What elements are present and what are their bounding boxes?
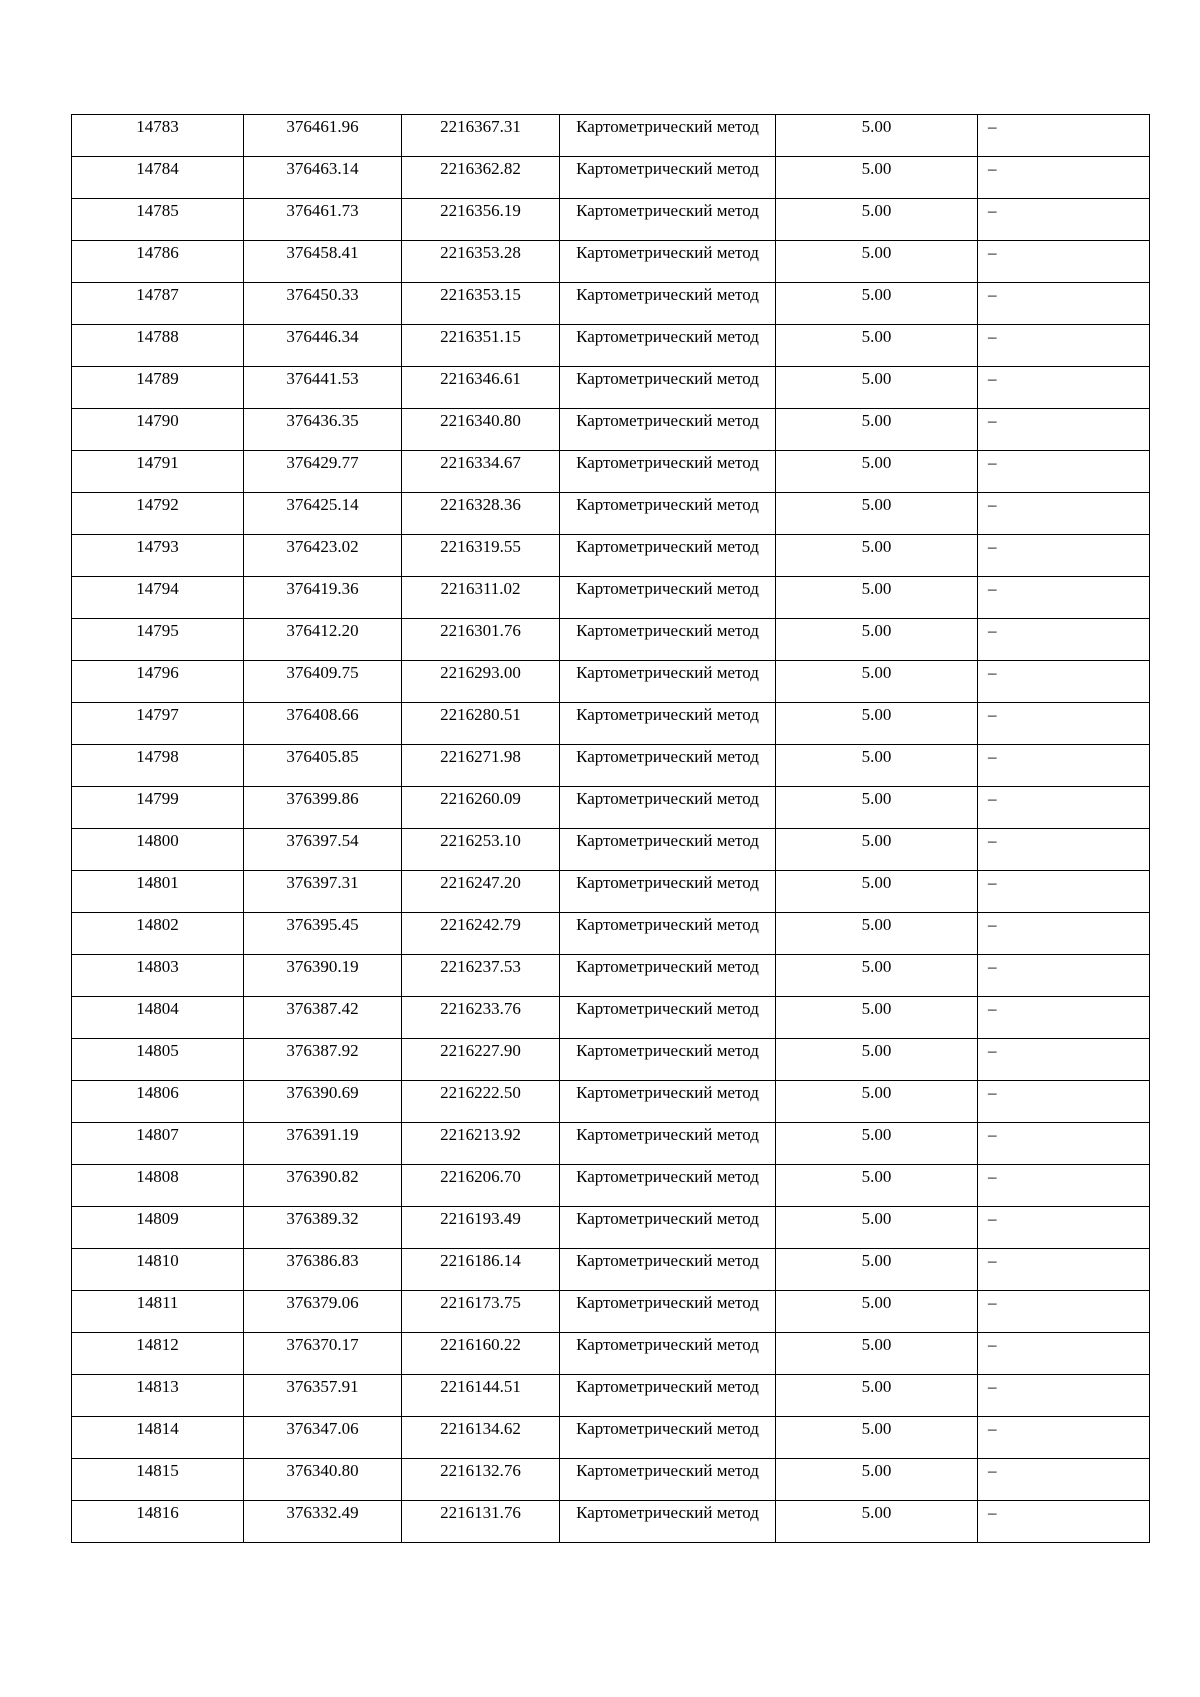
note-cell: – <box>978 1165 1150 1207</box>
table-row <box>72 955 1150 997</box>
precision-cell: 5.00 <box>776 1207 978 1249</box>
coordinate-x-cell: 376386.83 <box>244 1249 402 1291</box>
precision-cell: 5.00 <box>776 661 978 703</box>
note-cell: – <box>978 829 1150 871</box>
method-cell: Картометрический метод <box>560 199 776 241</box>
point-number-cell: 14814 <box>72 1417 244 1459</box>
point-number-cell: 14806 <box>72 1081 244 1123</box>
point-number-cell: 14811 <box>72 1291 244 1333</box>
precision-cell: 5.00 <box>776 787 978 829</box>
table-row <box>72 451 1150 493</box>
precision-cell: 5.00 <box>776 535 978 577</box>
note-cell: – <box>978 1291 1150 1333</box>
note-cell: – <box>978 493 1150 535</box>
coordinate-x-cell: 376463.14 <box>244 157 402 199</box>
precision-cell: 5.00 <box>776 1459 978 1501</box>
method-cell: Картометрический метод <box>560 241 776 283</box>
coordinate-x-cell: 376387.92 <box>244 1039 402 1081</box>
table-row <box>72 1123 1150 1165</box>
method-cell: Картометрический метод <box>560 1375 776 1417</box>
coordinate-x-cell: 376436.35 <box>244 409 402 451</box>
coordinate-x-cell: 376405.85 <box>244 745 402 787</box>
point-number-cell: 14813 <box>72 1375 244 1417</box>
table-row <box>72 115 1150 157</box>
note-cell: – <box>978 199 1150 241</box>
coordinate-x-cell: 376399.86 <box>244 787 402 829</box>
note-cell: – <box>978 703 1150 745</box>
coordinate-y-cell: 2216301.76 <box>402 619 560 661</box>
point-number-cell: 14789 <box>72 367 244 409</box>
table-row <box>72 913 1150 955</box>
table-row <box>72 619 1150 661</box>
precision-cell: 5.00 <box>776 1417 978 1459</box>
coordinate-x-cell: 376379.06 <box>244 1291 402 1333</box>
coordinate-y-cell: 2216319.55 <box>402 535 560 577</box>
coordinate-y-cell: 2216353.28 <box>402 241 560 283</box>
method-cell: Картометрический метод <box>560 577 776 619</box>
precision-cell: 5.00 <box>776 829 978 871</box>
method-cell: Картометрический метод <box>560 619 776 661</box>
table-row <box>72 157 1150 199</box>
precision-cell: 5.00 <box>776 325 978 367</box>
table-row <box>72 1081 1150 1123</box>
point-number-cell: 14790 <box>72 409 244 451</box>
coordinate-x-cell: 376397.54 <box>244 829 402 871</box>
precision-cell: 5.00 <box>776 997 978 1039</box>
method-cell: Картометрический метод <box>560 871 776 913</box>
point-number-cell: 14804 <box>72 997 244 1039</box>
coordinate-x-cell: 376419.36 <box>244 577 402 619</box>
coordinate-x-cell: 376441.53 <box>244 367 402 409</box>
method-cell: Картометрический метод <box>560 1081 776 1123</box>
precision-cell: 5.00 <box>776 283 978 325</box>
coordinate-x-cell: 376423.02 <box>244 535 402 577</box>
note-cell: – <box>978 871 1150 913</box>
table-row <box>72 997 1150 1039</box>
note-cell: – <box>978 1123 1150 1165</box>
note-cell: – <box>978 367 1150 409</box>
point-number-cell: 14794 <box>72 577 244 619</box>
coordinate-y-cell: 2216132.76 <box>402 1459 560 1501</box>
note-cell: – <box>978 1081 1150 1123</box>
note-cell: – <box>978 241 1150 283</box>
coordinate-x-cell: 376390.69 <box>244 1081 402 1123</box>
coordinate-y-cell: 2216353.15 <box>402 283 560 325</box>
note-cell: – <box>978 913 1150 955</box>
note-cell: – <box>978 283 1150 325</box>
coordinate-y-cell: 2216346.61 <box>402 367 560 409</box>
coordinate-y-cell: 2216356.19 <box>402 199 560 241</box>
precision-cell: 5.00 <box>776 913 978 955</box>
table-row <box>72 199 1150 241</box>
coordinate-x-cell: 376429.77 <box>244 451 402 493</box>
method-cell: Картометрический метод <box>560 409 776 451</box>
coordinate-x-cell: 376340.80 <box>244 1459 402 1501</box>
point-number-cell: 14812 <box>72 1333 244 1375</box>
coordinate-y-cell: 2216173.75 <box>402 1291 560 1333</box>
note-cell: – <box>978 955 1150 997</box>
method-cell: Картометрический метод <box>560 1417 776 1459</box>
coordinate-y-cell: 2216237.53 <box>402 955 560 997</box>
precision-cell: 5.00 <box>776 1039 978 1081</box>
note-cell: – <box>978 1375 1150 1417</box>
coordinate-y-cell: 2216328.36 <box>402 493 560 535</box>
method-cell: Картометрический метод <box>560 1165 776 1207</box>
coordinate-y-cell: 2216367.31 <box>402 115 560 157</box>
method-cell: Картометрический метод <box>560 115 776 157</box>
coordinate-x-cell: 376370.17 <box>244 1333 402 1375</box>
table-row <box>72 1291 1150 1333</box>
note-cell: – <box>978 325 1150 367</box>
precision-cell: 5.00 <box>776 199 978 241</box>
method-cell: Картометрический метод <box>560 1207 776 1249</box>
point-number-cell: 14785 <box>72 199 244 241</box>
method-cell: Картометрический метод <box>560 283 776 325</box>
table-row <box>72 1207 1150 1249</box>
point-number-cell: 14796 <box>72 661 244 703</box>
point-number-cell: 14792 <box>72 493 244 535</box>
table-row <box>72 241 1150 283</box>
coordinates-table <box>71 114 1150 1543</box>
precision-cell: 5.00 <box>776 241 978 283</box>
note-cell: – <box>978 577 1150 619</box>
precision-cell: 5.00 <box>776 1249 978 1291</box>
method-cell: Картометрический метод <box>560 829 776 871</box>
coordinate-y-cell: 2216340.80 <box>402 409 560 451</box>
coordinate-y-cell: 2216227.90 <box>402 1039 560 1081</box>
point-number-cell: 14816 <box>72 1501 244 1543</box>
coordinate-x-cell: 376395.45 <box>244 913 402 955</box>
coordinate-y-cell: 2216222.50 <box>402 1081 560 1123</box>
point-number-cell: 14807 <box>72 1123 244 1165</box>
coordinate-y-cell: 2216193.49 <box>402 1207 560 1249</box>
note-cell: – <box>978 1501 1150 1543</box>
point-number-cell: 14798 <box>72 745 244 787</box>
table-row <box>72 871 1150 913</box>
coordinate-x-cell: 376412.20 <box>244 619 402 661</box>
precision-cell: 5.00 <box>776 451 978 493</box>
method-cell: Картометрический метод <box>560 325 776 367</box>
table-row <box>72 409 1150 451</box>
precision-cell: 5.00 <box>776 1501 978 1543</box>
point-number-cell: 14803 <box>72 955 244 997</box>
point-number-cell: 14799 <box>72 787 244 829</box>
coordinate-y-cell: 2216134.62 <box>402 1417 560 1459</box>
method-cell: Картометрический метод <box>560 997 776 1039</box>
method-cell: Картометрический метод <box>560 1249 776 1291</box>
table-row <box>72 1375 1150 1417</box>
method-cell: Картометрический метод <box>560 493 776 535</box>
coordinate-y-cell: 2216213.92 <box>402 1123 560 1165</box>
method-cell: Картометрический метод <box>560 703 776 745</box>
note-cell: – <box>978 745 1150 787</box>
precision-cell: 5.00 <box>776 1165 978 1207</box>
method-cell: Картометрический метод <box>560 1501 776 1543</box>
point-number-cell: 14801 <box>72 871 244 913</box>
table-row <box>72 661 1150 703</box>
method-cell: Картометрический метод <box>560 1291 776 1333</box>
precision-cell: 5.00 <box>776 1123 978 1165</box>
note-cell: – <box>978 535 1150 577</box>
note-cell: – <box>978 661 1150 703</box>
precision-cell: 5.00 <box>776 703 978 745</box>
note-cell: – <box>978 1459 1150 1501</box>
point-number-cell: 14802 <box>72 913 244 955</box>
point-number-cell: 14784 <box>72 157 244 199</box>
coordinate-x-cell: 376389.32 <box>244 1207 402 1249</box>
point-number-cell: 14805 <box>72 1039 244 1081</box>
table-row <box>72 535 1150 577</box>
precision-cell: 5.00 <box>776 1375 978 1417</box>
coordinate-y-cell: 2216131.76 <box>402 1501 560 1543</box>
precision-cell: 5.00 <box>776 367 978 409</box>
note-cell: – <box>978 1417 1150 1459</box>
method-cell: Картометрический метод <box>560 955 776 997</box>
coordinate-y-cell: 2216271.98 <box>402 745 560 787</box>
precision-cell: 5.00 <box>776 577 978 619</box>
note-cell: – <box>978 451 1150 493</box>
method-cell: Картометрический метод <box>560 535 776 577</box>
coordinate-x-cell: 376425.14 <box>244 493 402 535</box>
method-cell: Картометрический метод <box>560 1039 776 1081</box>
table-row <box>72 325 1150 367</box>
coordinate-y-cell: 2216253.10 <box>402 829 560 871</box>
table-row <box>72 829 1150 871</box>
coordinate-y-cell: 2216260.09 <box>402 787 560 829</box>
point-number-cell: 14795 <box>72 619 244 661</box>
precision-cell: 5.00 <box>776 1291 978 1333</box>
table-row <box>72 745 1150 787</box>
point-number-cell: 14797 <box>72 703 244 745</box>
precision-cell: 5.00 <box>776 115 978 157</box>
coordinate-y-cell: 2216351.15 <box>402 325 560 367</box>
method-cell: Картометрический метод <box>560 1123 776 1165</box>
note-cell: – <box>978 787 1150 829</box>
note-cell: – <box>978 1249 1150 1291</box>
coordinate-x-cell: 376461.73 <box>244 199 402 241</box>
precision-cell: 5.00 <box>776 619 978 661</box>
table-row <box>72 1459 1150 1501</box>
method-cell: Картометрический метод <box>560 367 776 409</box>
note-cell: – <box>978 1333 1150 1375</box>
coordinate-y-cell: 2216242.79 <box>402 913 560 955</box>
coordinate-y-cell: 2216280.51 <box>402 703 560 745</box>
table-row <box>72 1249 1150 1291</box>
table-row <box>72 493 1150 535</box>
note-cell: – <box>978 115 1150 157</box>
coordinate-y-cell: 2216362.82 <box>402 157 560 199</box>
table-row <box>72 1039 1150 1081</box>
point-number-cell: 14809 <box>72 1207 244 1249</box>
method-cell: Картометрический метод <box>560 1459 776 1501</box>
point-number-cell: 14786 <box>72 241 244 283</box>
precision-cell: 5.00 <box>776 871 978 913</box>
point-number-cell: 14800 <box>72 829 244 871</box>
coordinate-x-cell: 376408.66 <box>244 703 402 745</box>
table-row <box>72 577 1150 619</box>
table-row <box>72 1417 1150 1459</box>
coordinate-x-cell: 376357.91 <box>244 1375 402 1417</box>
precision-cell: 5.00 <box>776 745 978 787</box>
coordinate-x-cell: 376391.19 <box>244 1123 402 1165</box>
point-number-cell: 14808 <box>72 1165 244 1207</box>
point-number-cell: 14815 <box>72 1459 244 1501</box>
coordinate-x-cell: 376461.96 <box>244 115 402 157</box>
coordinate-y-cell: 2216293.00 <box>402 661 560 703</box>
coordinate-y-cell: 2216247.20 <box>402 871 560 913</box>
table-row <box>72 1501 1150 1543</box>
table-row <box>72 1333 1150 1375</box>
coordinate-x-cell: 376446.34 <box>244 325 402 367</box>
coordinate-y-cell: 2216233.76 <box>402 997 560 1039</box>
point-number-cell: 14791 <box>72 451 244 493</box>
precision-cell: 5.00 <box>776 409 978 451</box>
coordinate-x-cell: 376347.06 <box>244 1417 402 1459</box>
precision-cell: 5.00 <box>776 1081 978 1123</box>
note-cell: – <box>978 409 1150 451</box>
coordinate-x-cell: 376387.42 <box>244 997 402 1039</box>
coordinates-table-body <box>72 115 1150 1543</box>
coordinate-y-cell: 2216334.67 <box>402 451 560 493</box>
table-row <box>72 1165 1150 1207</box>
note-cell: – <box>978 619 1150 661</box>
coordinate-y-cell: 2216311.02 <box>402 577 560 619</box>
point-number-cell: 14793 <box>72 535 244 577</box>
method-cell: Картометрический метод <box>560 1333 776 1375</box>
coordinate-x-cell: 376450.33 <box>244 283 402 325</box>
coordinate-x-cell: 376332.49 <box>244 1501 402 1543</box>
table-row <box>72 283 1150 325</box>
coordinate-y-cell: 2216160.22 <box>402 1333 560 1375</box>
point-number-cell: 14788 <box>72 325 244 367</box>
coordinate-x-cell: 376390.82 <box>244 1165 402 1207</box>
coordinate-x-cell: 376397.31 <box>244 871 402 913</box>
precision-cell: 5.00 <box>776 955 978 997</box>
method-cell: Картометрический метод <box>560 745 776 787</box>
coordinate-y-cell: 2216206.70 <box>402 1165 560 1207</box>
table-row <box>72 703 1150 745</box>
coordinate-y-cell: 2216186.14 <box>402 1249 560 1291</box>
note-cell: – <box>978 1207 1150 1249</box>
coordinate-x-cell: 376409.75 <box>244 661 402 703</box>
method-cell: Картометрический метод <box>560 787 776 829</box>
method-cell: Картометрический метод <box>560 661 776 703</box>
method-cell: Картометрический метод <box>560 157 776 199</box>
note-cell: – <box>978 997 1150 1039</box>
table-row <box>72 367 1150 409</box>
table-row <box>72 787 1150 829</box>
coordinate-y-cell: 2216144.51 <box>402 1375 560 1417</box>
note-cell: – <box>978 157 1150 199</box>
precision-cell: 5.00 <box>776 157 978 199</box>
note-cell: – <box>978 1039 1150 1081</box>
method-cell: Картометрический метод <box>560 913 776 955</box>
point-number-cell: 14810 <box>72 1249 244 1291</box>
precision-cell: 5.00 <box>776 1333 978 1375</box>
method-cell: Картометрический метод <box>560 451 776 493</box>
point-number-cell: 14783 <box>72 115 244 157</box>
point-number-cell: 14787 <box>72 283 244 325</box>
coordinate-x-cell: 376390.19 <box>244 955 402 997</box>
precision-cell: 5.00 <box>776 493 978 535</box>
coordinate-x-cell: 376458.41 <box>244 241 402 283</box>
